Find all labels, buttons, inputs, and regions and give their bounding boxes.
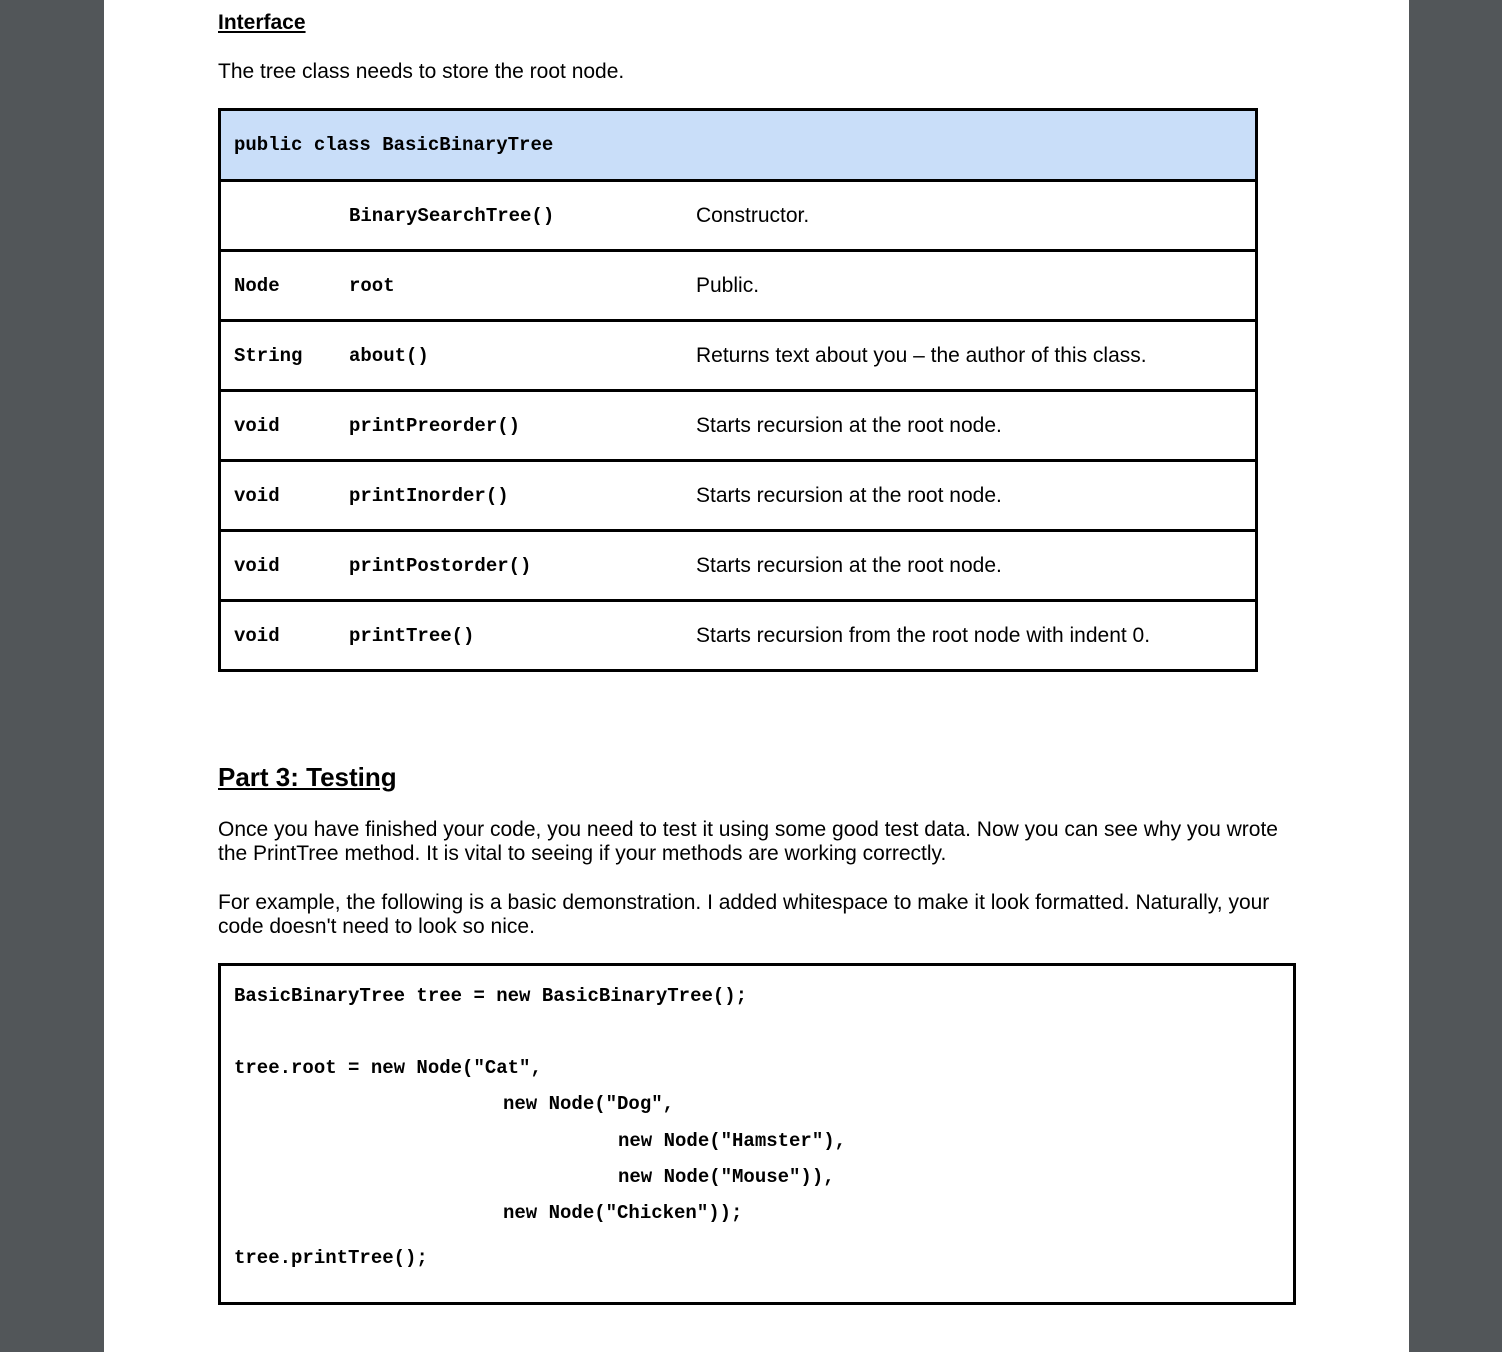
table-row	[220, 391, 1257, 461]
member-name: printPreorder()	[349, 414, 521, 437]
member-description: Public.	[696, 273, 760, 297]
member-type: Node	[234, 274, 280, 297]
code-line: tree.root = new Node("Cat",	[234, 1057, 542, 1079]
class-header: public class BasicBinaryTree	[234, 134, 554, 156]
member-type: void	[234, 414, 280, 437]
code-line: new Node("Hamster"),	[618, 1130, 847, 1152]
member-type: String	[234, 344, 303, 367]
member-description: Constructor.	[696, 203, 810, 227]
member-description: Starts recursion at the root node.	[696, 483, 1002, 507]
part3-heading: Part 3: Testing	[218, 762, 397, 792]
code-line: tree.printTree();	[234, 1247, 428, 1269]
table-row	[220, 251, 1257, 321]
member-description: Starts recursion at the root node.	[696, 553, 1002, 577]
table-row	[220, 531, 1257, 601]
code-line: new Node("Dog",	[503, 1093, 675, 1115]
member-name: about()	[349, 344, 429, 367]
testing-paragraph-2: For example, the following is a basic demonstration. I added whitespace to make it look formatted. Naturally, your code doesn't need to look so nice.	[218, 891, 1270, 938]
interface-heading: Interface	[218, 11, 306, 34]
member-description: Returns text about you – the author of this class.	[696, 343, 1147, 367]
table-row	[220, 321, 1257, 391]
code-line: BasicBinaryTree tree = new BasicBinaryTree();	[234, 985, 748, 1007]
member-type: void	[234, 484, 280, 507]
member-type: void	[234, 554, 280, 577]
table-row	[220, 461, 1257, 531]
member-name: printTree()	[349, 624, 475, 647]
member-name: root	[349, 274, 395, 297]
document-page	[104, 0, 1409, 1352]
table-row	[220, 601, 1257, 671]
testing-paragraph-1: Once you have finished your code, you need to test it using some good test data. Now you can see why you wrote the PrintTree method. It is vital to seeing if your methods are working correctly.	[218, 818, 1278, 865]
member-type: void	[234, 624, 280, 647]
member-description: Starts recursion at the root node.	[696, 413, 1002, 437]
member-name: printPostorder()	[349, 554, 532, 577]
table-row	[220, 181, 1257, 251]
class-header-row	[220, 110, 1257, 181]
intro-paragraph: The tree class needs to store the root node.	[218, 60, 625, 83]
code-line: new Node("Mouse")),	[618, 1166, 835, 1188]
member-name: BinarySearchTree()	[349, 204, 555, 227]
member-description: Starts recursion from the root node with indent 0.	[696, 623, 1151, 647]
interface-table	[218, 108, 1258, 672]
code-example-box	[218, 963, 1296, 1305]
member-name: printInorder()	[349, 484, 509, 507]
code-line: new Node("Chicken"));	[503, 1202, 743, 1224]
